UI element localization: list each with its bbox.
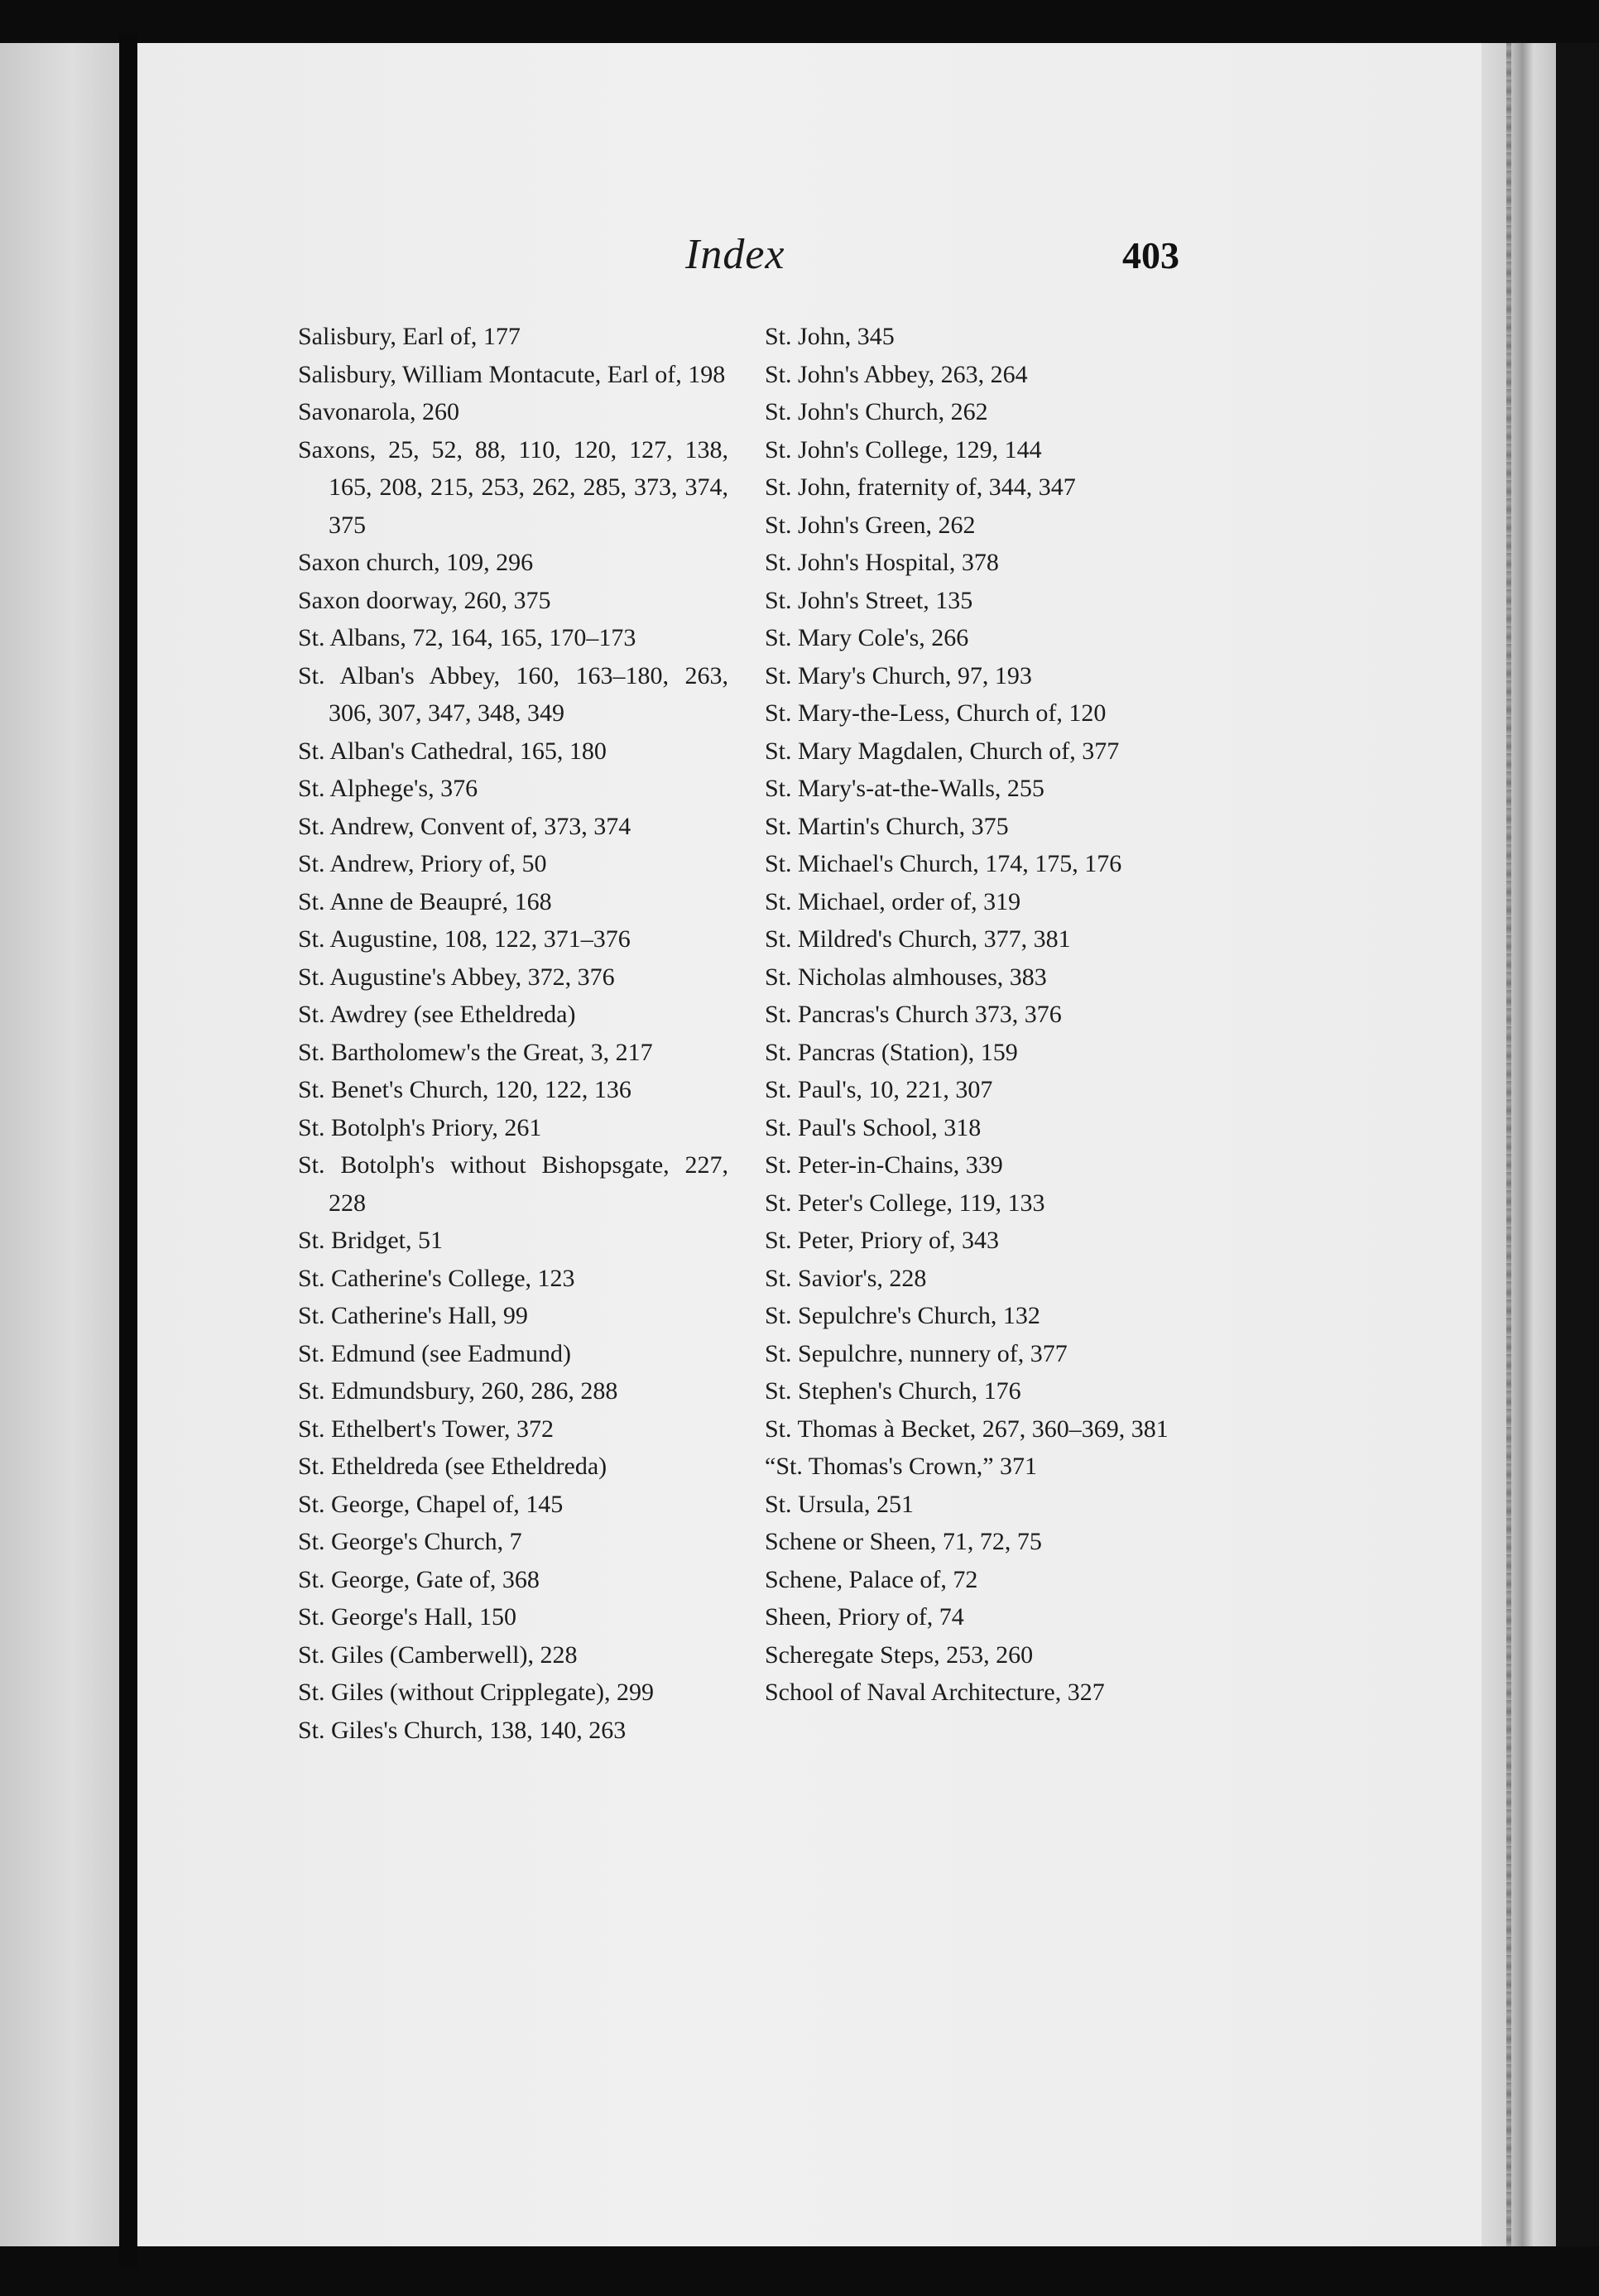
index-entry: St. Etheldreda (see Etheldreda) xyxy=(298,1453,607,1480)
index-entry: St. George, Chapel of, 145 xyxy=(298,1490,564,1518)
index-entry: St. Alphege's, 376 xyxy=(298,775,478,802)
running-title: Index xyxy=(685,231,785,278)
index-entry: Scheregate Steps, 253, 260 xyxy=(765,1640,1034,1669)
index-entry: Salisbury, Earl of, 177 xyxy=(298,323,521,350)
index-entry: St. John's Abbey, 263, 264 xyxy=(765,360,1028,388)
index-entry: St. Albans, 72, 164, 165, 170–173 xyxy=(298,624,636,651)
index-entry: Saxon doorway, 260, 375 xyxy=(298,586,551,614)
index-entry: St. Pancras's Church 373, 376 xyxy=(765,1001,1062,1028)
index-entry: St. Edmundsbury, 260, 286, 288 xyxy=(298,1377,618,1405)
index-entry: St. Thomas à Becket, 267, 360–369, 381 xyxy=(765,1415,1169,1443)
index-entry: St. Michael's Church, 174, 175, 176 xyxy=(765,850,1122,877)
index-entry: St. Ursula, 251 xyxy=(765,1490,914,1518)
index-entry: St. Alban's Cathedral, 165, 180 xyxy=(298,737,607,765)
index-entry: St. Botolph's Priory, 261 xyxy=(298,1113,542,1141)
index-entry: St. Anne de Beaupré, 168 xyxy=(298,887,552,915)
index-entry: St. Awdrey (see Etheldreda) xyxy=(298,1001,576,1028)
index-entry: St. Paul's, 10, 221, 307 xyxy=(765,1076,993,1103)
index-entry: Saxon church, 109, 296 xyxy=(298,549,534,576)
index-entry: Salisbury, William Montacute, Earl of, 198 xyxy=(298,360,726,388)
index-entry: St. Peter, Priory of, 343 xyxy=(765,1227,999,1254)
index-entry: St. George, Gate of, 368 xyxy=(298,1565,540,1593)
index-entry: St. John's Green, 262 xyxy=(765,511,976,539)
index-entry: St. John, 345 xyxy=(765,323,895,350)
index-entry: St. Benet's Church, 120, 122, 136 xyxy=(298,1076,631,1103)
index-entry: Schene or Sheen, 71, 72, 75 xyxy=(765,1528,1042,1555)
book-gutter xyxy=(119,33,137,2268)
index-entry: St. George's Church, 7 xyxy=(298,1528,522,1555)
index-entry: St. Martin's Church, 375 xyxy=(765,812,1009,840)
index-entry: St. Savior's, 228 xyxy=(765,1264,927,1292)
index-entry: St. Sepulchre, nunnery of, 377 xyxy=(765,1339,1068,1367)
index-entry: St. Mary's-at-the-Walls, 255 xyxy=(765,775,1044,802)
index-entry: St. Alban's Abbey, 160, 163–180, 263, 306, 307, 347, 348, 349 xyxy=(298,661,728,727)
index-column-right xyxy=(765,318,1195,1712)
index-entry: St. John's Hospital, 378 xyxy=(765,549,999,576)
index-entry: St. George's Hall, 150 xyxy=(298,1603,516,1631)
index-entry: St. Mary's Church, 97, 193 xyxy=(765,661,1032,689)
index-entry: St. Ethelbert's Tower, 372 xyxy=(298,1415,555,1443)
index-entry: St. Bridget, 51 xyxy=(298,1227,444,1254)
index-entry: St. John, fraternity of, 344, 347 xyxy=(765,473,1076,501)
index-column-left xyxy=(298,318,728,1749)
index-entry: School of Naval Architecture, 327 xyxy=(765,1679,1105,1706)
index-entry: St. Catherine's College, 123 xyxy=(298,1264,575,1292)
index-entry: St. Pancras (Station), 159 xyxy=(765,1038,1018,1066)
index-entry: St. Andrew, Convent of, 373, 374 xyxy=(298,812,631,840)
index-entry: St. Augustine, 108, 122, 371–376 xyxy=(298,925,631,953)
page-stack-edge xyxy=(1481,43,1556,2246)
index-entry: St. Peter-in-Chains, 339 xyxy=(765,1151,1003,1179)
index-entry: St. Mary Cole's, 266 xyxy=(765,624,969,651)
index-entry: St. Paul's School, 318 xyxy=(765,1113,982,1141)
index-entry: St. Andrew, Priory of, 50 xyxy=(298,850,547,877)
index-entry: St. John's Church, 262 xyxy=(765,398,988,425)
index-entry: St. Edmund (see Eadmund) xyxy=(298,1339,571,1367)
index-entry: St. Nicholas almhouses, 383 xyxy=(765,963,1047,991)
index-entry: St. Mary Magdalen, Church of, 377 xyxy=(765,737,1120,765)
index-entry: St. Peter's College, 119, 133 xyxy=(765,1189,1045,1217)
index-entry: St. Sepulchre's Church, 132 xyxy=(765,1302,1040,1329)
index-entry: St. Giles (without Cripplegate), 299 xyxy=(298,1679,654,1706)
previous-page-edge xyxy=(0,43,119,2246)
index-entry: St. Giles (Camberwell), 228 xyxy=(298,1640,578,1669)
index-entry: St. Giles's Church, 138, 140, 263 xyxy=(298,1716,627,1744)
index-entry: St. Mildred's Church, 377, 381 xyxy=(765,925,1071,953)
index-entry: St. Augustine's Abbey, 372, 376 xyxy=(298,963,615,991)
index-entry: St. Mary-the-Less, Church of, 120 xyxy=(765,699,1107,727)
index-entry: St. John's Street, 135 xyxy=(765,586,973,614)
page-number: 403 xyxy=(1122,234,1179,276)
index-entry: Saxons, 25, 52, 88, 110, 120, 127, 138, 165, 208, 215, 253, 262, 285, 373, 374, 375 xyxy=(298,435,728,539)
index-entry: St. John's College, 129, 144 xyxy=(765,435,1042,464)
index-entry: St. Catherine's Hall, 99 xyxy=(298,1302,528,1329)
index-entry: St. Botolph's without Bishopsgate, 227, 228 xyxy=(298,1151,728,1217)
index-entry: St. Stephen's Church, 176 xyxy=(765,1377,1021,1405)
index-entry: Sheen, Priory of, 74 xyxy=(765,1603,964,1631)
index-entry: Savonarola, 260 xyxy=(298,398,459,425)
index-entry: “St. Thomas's Crown,” 371 xyxy=(765,1453,1038,1480)
right-shadow xyxy=(1556,43,1599,2246)
index-entry: St. Bartholomew's the Great, 3, 217 xyxy=(298,1038,653,1066)
index-entry: Schene, Palace of, 72 xyxy=(765,1565,978,1593)
index-entry: St. Michael, order of, 319 xyxy=(765,887,1021,915)
